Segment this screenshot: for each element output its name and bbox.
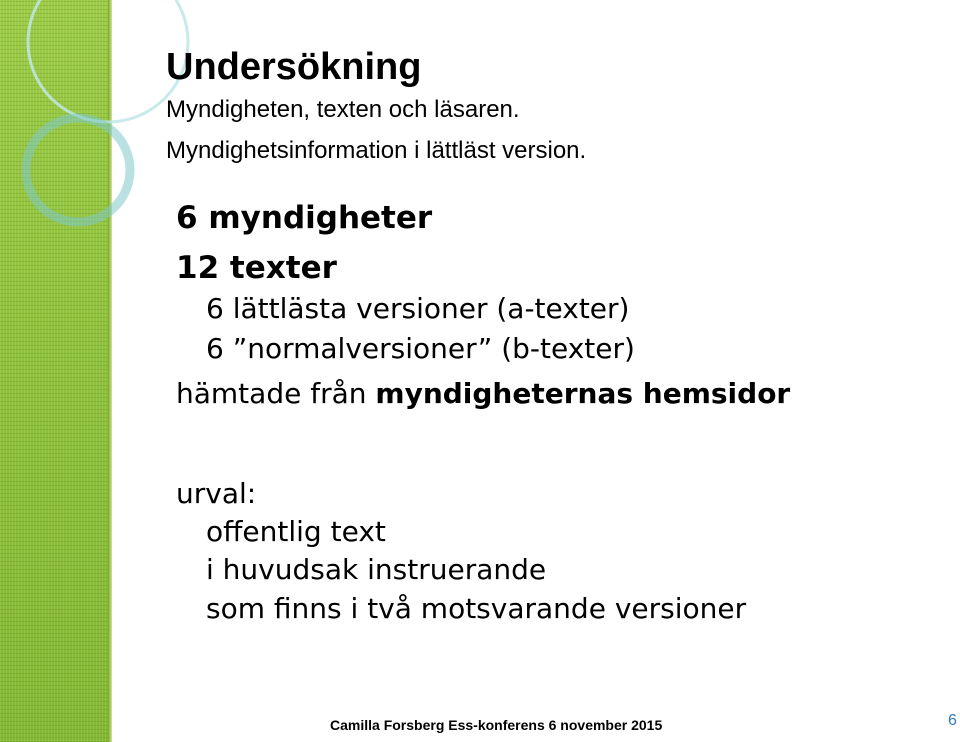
decorative-ring-large [28,0,188,122]
body-selection-item-1: offentlig text [206,515,386,548]
body-source-emphasis: myndigheternas hemsidor [375,377,791,410]
body-texts-count: 12 texter [176,250,337,286]
subtitle-line-1: Myndigheten, texten och läsaren. [166,96,520,123]
slide-title: Undersökning [166,46,422,88]
subtitle-line-2: Myndighetsinformation i lättläst version. [166,137,587,164]
body-selection-item-3: som finns i två motsvarande versioner [206,592,747,625]
body-source-line [176,377,790,410]
body-selection-item-2: i huvudsak instruerande [206,553,547,586]
slide-footer: Camilla Forsberg Ess-konferens 6 november 2015 [330,717,663,733]
body-selection-heading: urval: [176,477,257,510]
page-number: 6 [948,712,957,729]
body-easy-versions: 6 lättlästa versioner (a-texter) [206,292,630,325]
body-source-prefix: hämtade från [176,377,376,410]
body-authorities-count: 6 myndigheter [176,200,433,236]
decorative-ring-medium [26,118,130,222]
body-normal-versions: 6 ”normalversioner” (b-texter) [206,332,635,365]
